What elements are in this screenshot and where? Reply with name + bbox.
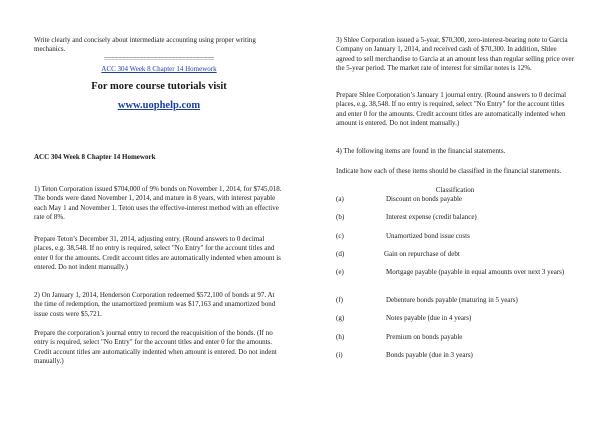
question-1: 1) Teton Corporation issued $704,000 of 9% bonds on November 1, 2014, for $745,018. The bonds were dated November 1, 2014, and mature in 8 years, with interest payable each May 1 and November 1. Teton uses the effective-interest method with an effective rate of 8%. <box>34 185 282 221</box>
separator-line: =============================== <box>104 55 214 63</box>
item-label: (d) <box>336 250 345 258</box>
item-text: Debenture bonds payable (maturing in 5 years) <box>386 296 518 304</box>
item-label: (c) <box>336 232 344 240</box>
item-text: Unamortized bond issue costs <box>386 232 470 240</box>
item-text: Gain on repurchase of debt <box>384 250 460 258</box>
item-label: (e) <box>336 268 344 276</box>
site-link-wrap <box>34 99 284 112</box>
question-4-instructions: Indicate how each of these items should be classified in the financial statements. <box>336 167 562 175</box>
item-text: Discount on bonds payable <box>386 195 463 203</box>
list-item <box>336 268 574 277</box>
item-label: (b) <box>336 213 345 221</box>
item-label: (h) <box>336 333 345 341</box>
question-3-instructions: Prepare Shlee Corporation’s January 1 journal entry. (Round answers to 0 decimal places, e.g. 38,548. If no entry is required, select "No Entry" for the account titles and enter 0 for the amounts. Credit account titles are automatically indented when amount is entered. Do not indent manually.) <box>336 91 567 127</box>
item-text: Premium on bonds payable <box>386 333 463 341</box>
question-2: 2) On January 1, 2014, Henderson Corporation redeemed $572,100 of bonds at 97. At the time of redemption, the unamortized premium was $17,163 and unamortized bond issue costs were $5,721. <box>34 291 276 318</box>
item-text: Mortgage payable (payable in equal amounts over next 3 years) <box>386 268 565 276</box>
classification-header: Classification <box>435 186 475 194</box>
item-label: (i) <box>336 351 343 359</box>
course-title-link[interactable]: ACC 304 Week 8 Chapter 14 Homework <box>101 65 217 73</box>
item-label: (f) <box>336 296 343 304</box>
item-text: Interest expense (credit balance) <box>386 213 477 221</box>
more-tutorials-text: For more course tutorials visit <box>91 81 227 92</box>
site-link[interactable]: www.uophelp.com <box>117 100 201 111</box>
item-label: (a) <box>336 195 344 203</box>
question-4: 4) The following items are found in the financial statements. <box>336 147 506 155</box>
intro-text: Write clearly and concisely about intermediate accounting using proper writing mechanics. <box>34 36 256 54</box>
question-3: 3) Shlee Corporation issued a 5-year, $70,300, zero-interest-bearing note to Garcia Company on January 1, 2014, and received cash of $70,300. In addition, Shlee agreed to sell merchandise to Garcia at an amount less than regular selling price over the 5-year period. The market rate of interest for similar notes is 12%. <box>336 36 574 72</box>
course-link-wrap <box>34 65 284 74</box>
chapter-heading: ACC 304 Week 8 Chapter 14 Homework <box>34 153 156 161</box>
question-1-instructions: Prepare Teton’s December 31, 2014, adjusting entry. (Round answers to 0 decimal places, e.g. 38,548. If no entry is required, select "No Entry" for the account titles and enter 0 for the amounts. Credit account titles are automatically indented when amount is entered. Do not indent manually.) <box>34 235 281 271</box>
item-label: (g) <box>336 314 345 322</box>
item-text: Notes payable (due in 4 years) <box>386 314 472 322</box>
question-2-instructions: Prepare the corporation’s journal entry to record the reacquisition of the bonds. (If no entry is required, select "No Entry" for the account titles and enter 0 for the amounts. Credit account titles are automatically indented when amount is entered. Do not indent manually.) <box>34 329 277 365</box>
item-text: Bonds payable (due in 3 years) <box>386 351 473 359</box>
